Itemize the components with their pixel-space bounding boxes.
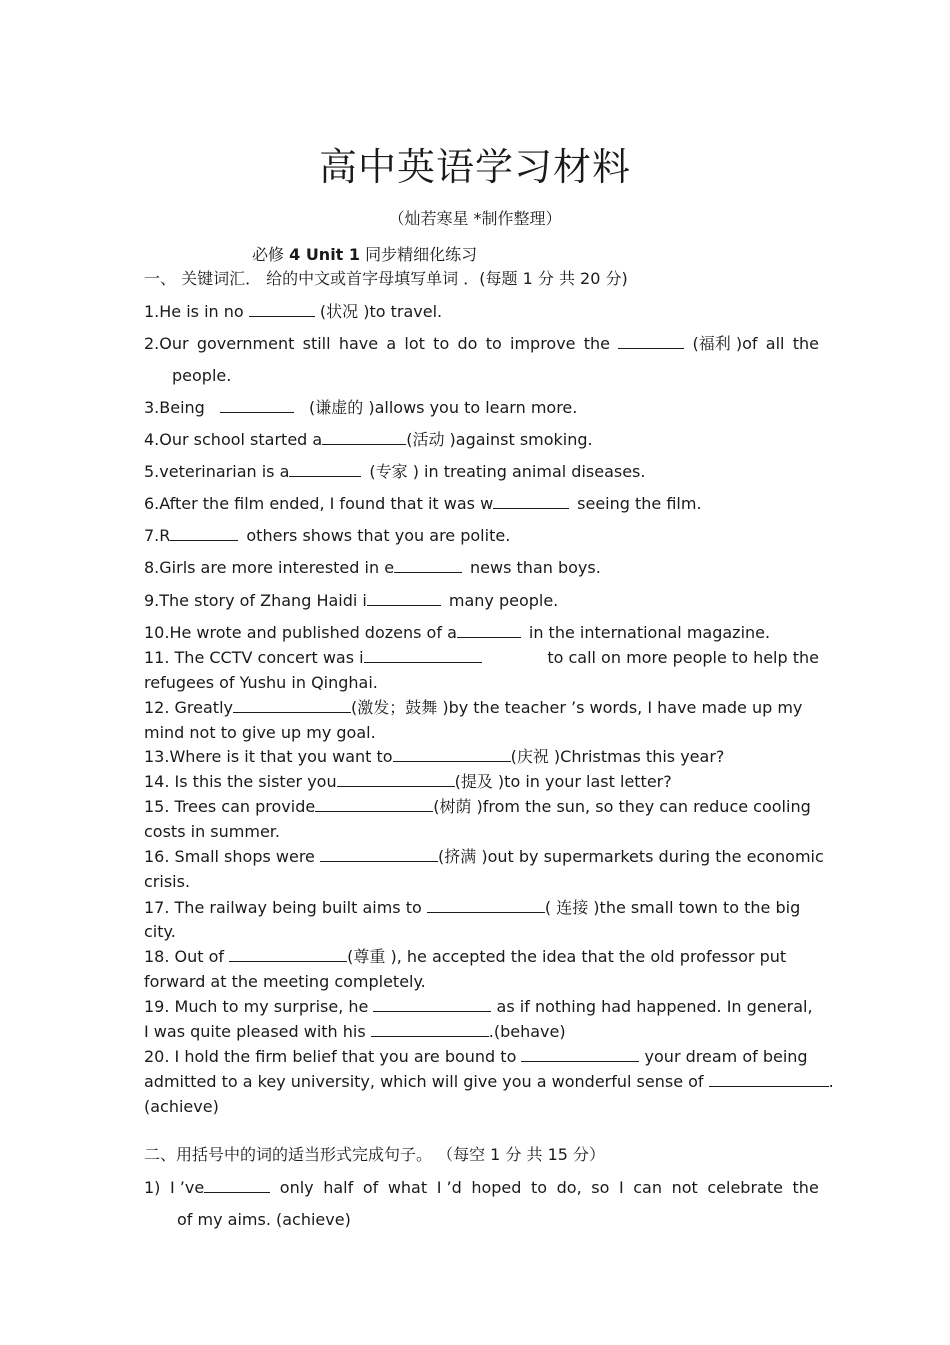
q2-word: the [792, 334, 819, 353]
q16-text-a: 16. Small shops were [144, 847, 315, 866]
answer-blank[interactable] [709, 1070, 829, 1087]
answer-blank[interactable] [457, 621, 521, 638]
answer-blank[interactable] [427, 896, 545, 913]
q8-text-a: 8.Girls are more interested in e [144, 558, 395, 577]
s2q1-word: to [531, 1178, 548, 1197]
unit-heading [252, 242, 477, 265]
s2q1-word: I [618, 1178, 624, 1197]
q1-text-b: (状况 )to travel. [319, 302, 443, 321]
q2-word: improve [510, 334, 576, 353]
answer-blank[interactable] [170, 524, 238, 541]
question-11 [144, 646, 819, 670]
unit-suffix: 同步精细化练习 [365, 245, 478, 264]
question-10 [144, 621, 819, 645]
question-5 [144, 460, 819, 484]
answer-blank[interactable] [233, 696, 351, 713]
q8-text-b: news than boys. [470, 558, 601, 577]
section-2-question-1 [144, 1176, 819, 1200]
question-12-continued: mind not to give up my goal. [144, 723, 376, 742]
q13-text-b: (庆祝 )Christmas this year? [510, 747, 725, 766]
question-20-continued [144, 1070, 834, 1094]
q17-text-b: ( 连接 )the small town to the big [544, 898, 801, 917]
answer-blank[interactable] [220, 396, 294, 413]
answer-blank[interactable] [289, 460, 361, 477]
answer-blank[interactable] [393, 745, 511, 762]
answer-blank[interactable] [320, 845, 438, 862]
question-19 [144, 995, 819, 1019]
q19-text-d: .(behave) [488, 1022, 566, 1041]
q10-text-b: in the international magazine. [528, 623, 771, 642]
s2q1-word: the [792, 1178, 819, 1197]
q2-word: to [433, 334, 450, 353]
s2q1-word: I ’ve [170, 1178, 205, 1197]
s2q1-word: I ’d [436, 1178, 462, 1197]
section-1-heading: 一、 关键词汇． 给的中文或首字母填写单词 ．(每题 1 分 共 20 分) [144, 269, 628, 288]
question-7 [144, 524, 819, 548]
q14-text-a: 14. Is this the sister you [144, 772, 337, 791]
question-17-continued: city. [144, 922, 176, 941]
answer-blank[interactable] [204, 1176, 270, 1193]
q15-text-a: 15. Trees can provide [144, 797, 316, 816]
q19-text-a: 19. Much to my surprise, he [144, 997, 369, 1016]
question-13 [144, 745, 819, 769]
s2q1-word: not [671, 1178, 698, 1197]
answer-blank[interactable] [493, 492, 569, 509]
answer-blank[interactable] [373, 995, 491, 1012]
page-title: 高中英语学习材料 [318, 145, 631, 189]
q2-word: have [338, 334, 379, 353]
answer-blank[interactable] [249, 300, 315, 317]
q15-text-b: (树荫 )from the sun, so they can reduce cooling [433, 797, 811, 816]
q2-word: a [386, 334, 397, 353]
q12-text-a: 12. Greatly [144, 698, 233, 717]
q18-text-b: (尊重 ), he accepted the idea that the old professor put [347, 947, 787, 966]
q2-word: all [765, 334, 785, 353]
question-20-continued-2: (achieve) [144, 1097, 219, 1116]
question-1 [144, 300, 819, 324]
q9-text-a: 9.The story of Zhang Haidi i [144, 591, 367, 610]
s2q1-word: half [323, 1178, 354, 1197]
q2-word: still [302, 334, 331, 353]
q17-text-a: 17. The railway being built aims to [144, 898, 422, 917]
question-16 [144, 845, 824, 869]
question-16-continued: crisis. [144, 872, 191, 891]
q20-text-c: admitted to a key university, which will give you a wonderful sense of [144, 1072, 704, 1091]
s2q1-word: of [362, 1178, 379, 1197]
q6-text-a: 6.After the film ended, I found that it was w [144, 494, 494, 513]
q2-word: lot [404, 334, 425, 353]
s2q1-word: 1) [144, 1178, 161, 1197]
q9-text-b: many people. [448, 591, 559, 610]
q20-text-d: . [828, 1072, 834, 1091]
question-15-continued: costs in summer. [144, 822, 280, 841]
page-subtitle: （灿若寒星 *制作整理） [388, 209, 562, 228]
s2q1-word: so [591, 1178, 610, 1197]
q6-text-b: seeing the film. [577, 494, 702, 513]
q12-text-b: (激发；鼓舞 )by the teacher ’s words, I have made up my [351, 698, 803, 717]
question-4 [144, 428, 819, 452]
unit-number: 4 Unit 1 [289, 245, 361, 264]
q5-text-a: 5.veterinarian is a [144, 462, 290, 481]
q19-text-b: as if nothing had happened. In general, [496, 997, 813, 1016]
s2q1-word: can [633, 1178, 662, 1197]
s2q1-lead [170, 1176, 270, 1200]
question-19-continued [144, 1020, 819, 1044]
s2q1-word: do, [556, 1178, 582, 1197]
answer-blank[interactable] [364, 646, 482, 663]
question-18-continued: forward at the meeting completely. [144, 972, 426, 991]
q7-text-a: 7.R [144, 526, 171, 545]
q11-text-a: 11. The CCTV concert was i [144, 648, 364, 667]
s2q1-word: hoped [471, 1178, 522, 1197]
question-9 [144, 589, 819, 613]
q2-word: do [457, 334, 478, 353]
answer-blank[interactable] [521, 1045, 639, 1062]
q5-text-b: (专家 ) in treating animal diseases. [369, 462, 646, 481]
q16-text-b: (挤满 )out by supermarkets during the economic [438, 847, 824, 866]
q10-text-a: 10.He wrote and published dozens of a [144, 623, 457, 642]
q7-text-b: others shows that you are polite. [246, 526, 511, 545]
question-14 [144, 770, 819, 794]
q18-text-a: 18. Out of [144, 947, 225, 966]
q11-text-b: to call on more people to help the [547, 648, 819, 667]
question-20 [144, 1045, 819, 1069]
q19-text-c: I was quite pleased with his [144, 1022, 366, 1041]
section-2-question-1-continued: of my aims. (achieve) [177, 1210, 351, 1229]
q11-left [144, 646, 482, 670]
q1-text-a: 1.He is in no [144, 302, 244, 321]
question-3 [144, 396, 819, 420]
q20-text-a: 20. I hold the firm belief that you are bound to [144, 1047, 517, 1066]
question-6 [144, 492, 819, 516]
answer-blank[interactable] [229, 945, 347, 962]
answer-blank[interactable] [322, 428, 406, 445]
question-17 [144, 896, 819, 920]
q4-text-b: (活动 )against smoking. [406, 430, 593, 449]
section-2-heading: 二、用括号中的词的适当形式完成句子。 （每空 1 分 共 15 分） [144, 1145, 606, 1164]
unit-prefix: 必修 [252, 245, 285, 264]
question-8 [144, 556, 819, 580]
question-2-continued: people. [172, 366, 232, 385]
question-12 [144, 696, 819, 720]
q20-text-b: your dream of being [644, 1047, 808, 1066]
answer-blank[interactable] [367, 589, 441, 606]
q2-word: the [583, 334, 611, 353]
q14-text-b: (提及 )to in your last letter? [454, 772, 672, 791]
q3-text-b: (谦虚的 )allows you to learn more. [309, 398, 578, 417]
q2-word: government [196, 334, 295, 353]
answer-blank[interactable] [618, 332, 684, 349]
q2-word: to [485, 334, 502, 353]
q13-text-a: 13.Where is it that you want to [144, 747, 393, 766]
q2-word: (福利 )of [692, 334, 758, 353]
s2q1-word: celebrate [707, 1178, 783, 1197]
answer-blank[interactable] [315, 795, 433, 812]
question-2 [144, 332, 819, 356]
answer-blank[interactable] [337, 770, 455, 787]
answer-blank[interactable] [371, 1020, 489, 1037]
q3-text-a: 3.Being [144, 398, 205, 417]
s2q1-word: only [279, 1178, 314, 1197]
question-18 [144, 945, 819, 969]
q4-text-a: 4.Our school started a [144, 430, 323, 449]
s2q1-word: what [387, 1178, 428, 1197]
q2-word: 2.Our [144, 334, 189, 353]
question-15 [144, 795, 819, 819]
answer-blank[interactable] [394, 556, 462, 573]
question-11-continued: refugees of Yushu in Qinghai. [144, 673, 378, 692]
